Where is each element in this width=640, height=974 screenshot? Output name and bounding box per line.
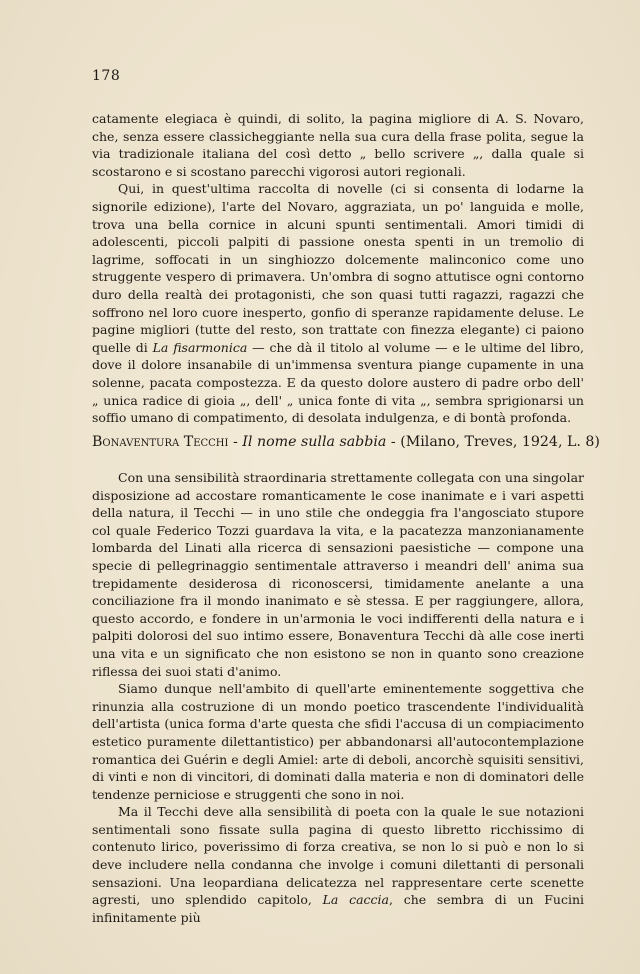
review-title: Il nome sulla sabbia [242,434,387,450]
heading-separator: - [386,434,401,450]
review-author: Bonaventura Tecchi [92,434,229,450]
review-heading [92,432,600,452]
paragraph [92,803,584,926]
paragraph-text: Qui, in quest'ultima raccolta di novelle (ci si consenta di lodarne la signorile edizione), l'arte del Novaro, aggraziata, un po' languida e molle, trova una bella cornice in alcuni spunti sentimentali. Amori timidi di adolescenti, piccoli palpiti di passione onesta spenti in un tremolio di lagrime, soffocati in un singhiozzo dolcemente malinconico come uno struggente vespero di primavera. Un'ombra di sogno attutisce ogni contorno duro della realtà dei protagonisti, che son quasi tutti ragazzi, ragazzi che soffrono nel loro cuore inesperto, gonfio di speranze rapidamente deluse. Le pagine migliori (tutte del resto, son trattate con finezza elegante) ci paiono quelle di [92,181,584,355]
paragraph-text: — che dà il titolo al volume — e le ultime del libro, dove il dolore insanabile di un'immensa sventura piange cupamente in una solenne, pacata compostezza. E da questo dolore austero di padre orbo dell' „ unica radice di gioia „, dell' „ unica fonte di vita „, sembra sprigionarsi un soffio umano di compatimento, di desolata indulgenza, e di bontà profonda. [92,339,584,426]
review-publication: (Milano, Treves, 1924, L. 8) [400,434,600,450]
paragraph: catamente elegiaca è quindi, di solito, la pagina migliore di A. S. Novaro, che, senza essere classicheggiante nella sua cura della frase polita, segue la via tradizionale italiana del così detto „ bello scrivere „, dalla quale si scostarono e si scostano parecchi vigorosi autori regionali. [92,111,584,179]
paragraph: Con una sensibilità straordinaria strettamente collegata con una singolar disposizione ad accostare romanticamente le cose inanimate e i vari aspetti della natura, il Tecchi — in uno stile che ondeggia fra l'angosciato stupore col quale Federico Tozzi guardava la vita, e la pacatezza manzonianamente lombarda del Linati alla ricerca di sensazioni paesistiche — compone una specie di pellegrinaggio sentimentale attraverso i meandri dell' anima sua trepidamente desiderosa di riconoscersi, timidamente anelante a una conciliazione fra il mondo inanimato e sè stessa. E per raggiungere, allora, questo accordo, e fondere in un'armonia le voci indifferenti della natura e i palpiti dolorosi del suo intimo essere, Bonaventura Tecchi dà alle cose inerti una vita e un significato che non esistono se non in quanto sono creazione riflessa dei suoi stati d'animo. [92,470,584,679]
paragraph-text: Ma il Tecchi deve alla sensibilità di poeta con la quale le sue notazioni sentimentali sono fissate sulla pagina di questo libretto ricchissimo di contenuto lirico, poverissimo di forza creativa, se non lo si può e non lo si deve includere nella condanna che involge i comuni dilettanti di personali sensazioni. Una leopardiana delicatezza nel rappresentare certe scenette agresti, uno splendido capitolo, [92,804,584,908]
heading-separator: - [228,434,243,450]
page-number: 178 [92,68,121,84]
review-tecchi-text [92,469,584,926]
paragraph [92,180,584,426]
paragraph: Siamo dunque nell'ambito di quell'arte eminentemente soggettiva che rinunzia alla costruzione di un mondo poetico trascendente l'individualità dell'artista (unica forma d'arte questa che sfidi l'accusa di un compiacimento estetico puramente dilettantistico) per abbandonarsi all'autocontemplazione romantica dei Guérin e degli Amiel: arte di deboli, ancorchè squisiti sensitivi, di vinti e non di vincitori, di dominati dalla materia e non di dominatori delle tendenze perniciose e struggenti che sono in noi. [92,681,584,802]
chapter-title: La caccia [322,892,390,908]
book-title: La fisarmonica [152,339,248,355]
review-novaro-text [92,110,584,427]
paragraph-text: , che sembra di un Fucini infinitamente più [92,892,584,925]
